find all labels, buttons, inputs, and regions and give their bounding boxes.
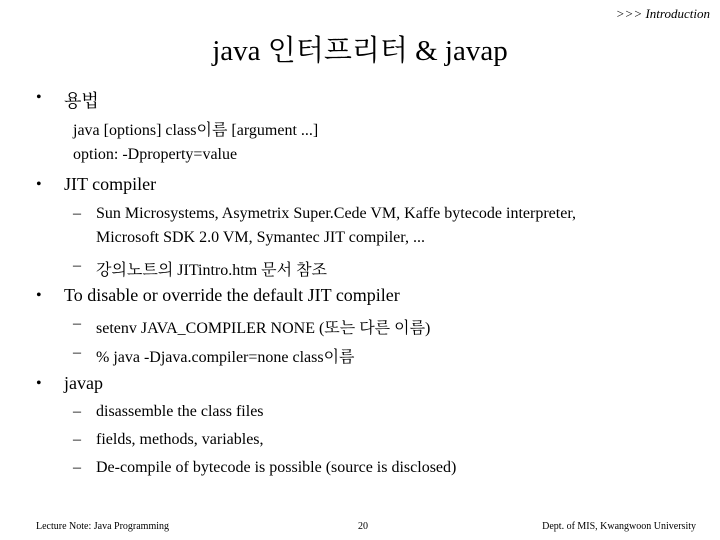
bullet-3: • xyxy=(36,287,42,304)
dash-4-1: – xyxy=(73,403,81,420)
dash-4-3: – xyxy=(73,459,81,476)
section-tag: >>> Introduction xyxy=(615,6,710,21)
section-1-heading: 용법 xyxy=(64,91,99,111)
jit-reference: 강의노트의 JITintro.htm 문서 참조 xyxy=(96,262,327,279)
java-command-line: % java -Djava.compiler=none class이름 xyxy=(96,349,355,366)
bullet-2: • xyxy=(36,176,42,193)
bullet-4: • xyxy=(36,375,42,392)
footer-right: Dept. of MIS, Kwangwoon University xyxy=(542,521,696,532)
dash-3-1: – xyxy=(73,315,81,332)
footer-left: Lecture Note: Java Programming xyxy=(36,521,170,532)
dash-2-1: – xyxy=(73,205,81,222)
section-2-heading: JIT compiler xyxy=(64,174,157,194)
jit-vendors-line-1: Sun Microsystems, Asymetrix Super.Cede VM, Kaffe bytecode interpreter, xyxy=(96,205,577,222)
option-line: option: -Dproperty=value xyxy=(73,146,238,163)
section-4-heading: javap xyxy=(64,373,103,393)
jit-vendors-line-2: Microsoft SDK 2.0 VM, Symantec JIT compiler, ... xyxy=(96,229,425,246)
setenv-line: setenv JAVA_COMPILER NONE (또는 다른 이름) xyxy=(96,320,431,337)
dash-4-2: – xyxy=(73,431,81,448)
javap-item-1: disassemble the class files xyxy=(96,403,264,420)
slide-title: java 인터프리터 & javap xyxy=(212,35,508,67)
page-number: 20 xyxy=(358,521,368,532)
section-3-heading: To disable or override the default JIT compiler xyxy=(64,285,400,305)
dash-3-2: – xyxy=(73,344,81,361)
dash-2-2: – xyxy=(73,257,81,274)
javap-item-3: De-compile of bytecode is possible (source is disclosed) xyxy=(96,459,457,476)
bullet-1: • xyxy=(36,89,42,106)
javap-item-2: fields, methods, variables, xyxy=(96,431,264,448)
usage-line: java [options] class이름 [argument ...] xyxy=(73,122,319,139)
